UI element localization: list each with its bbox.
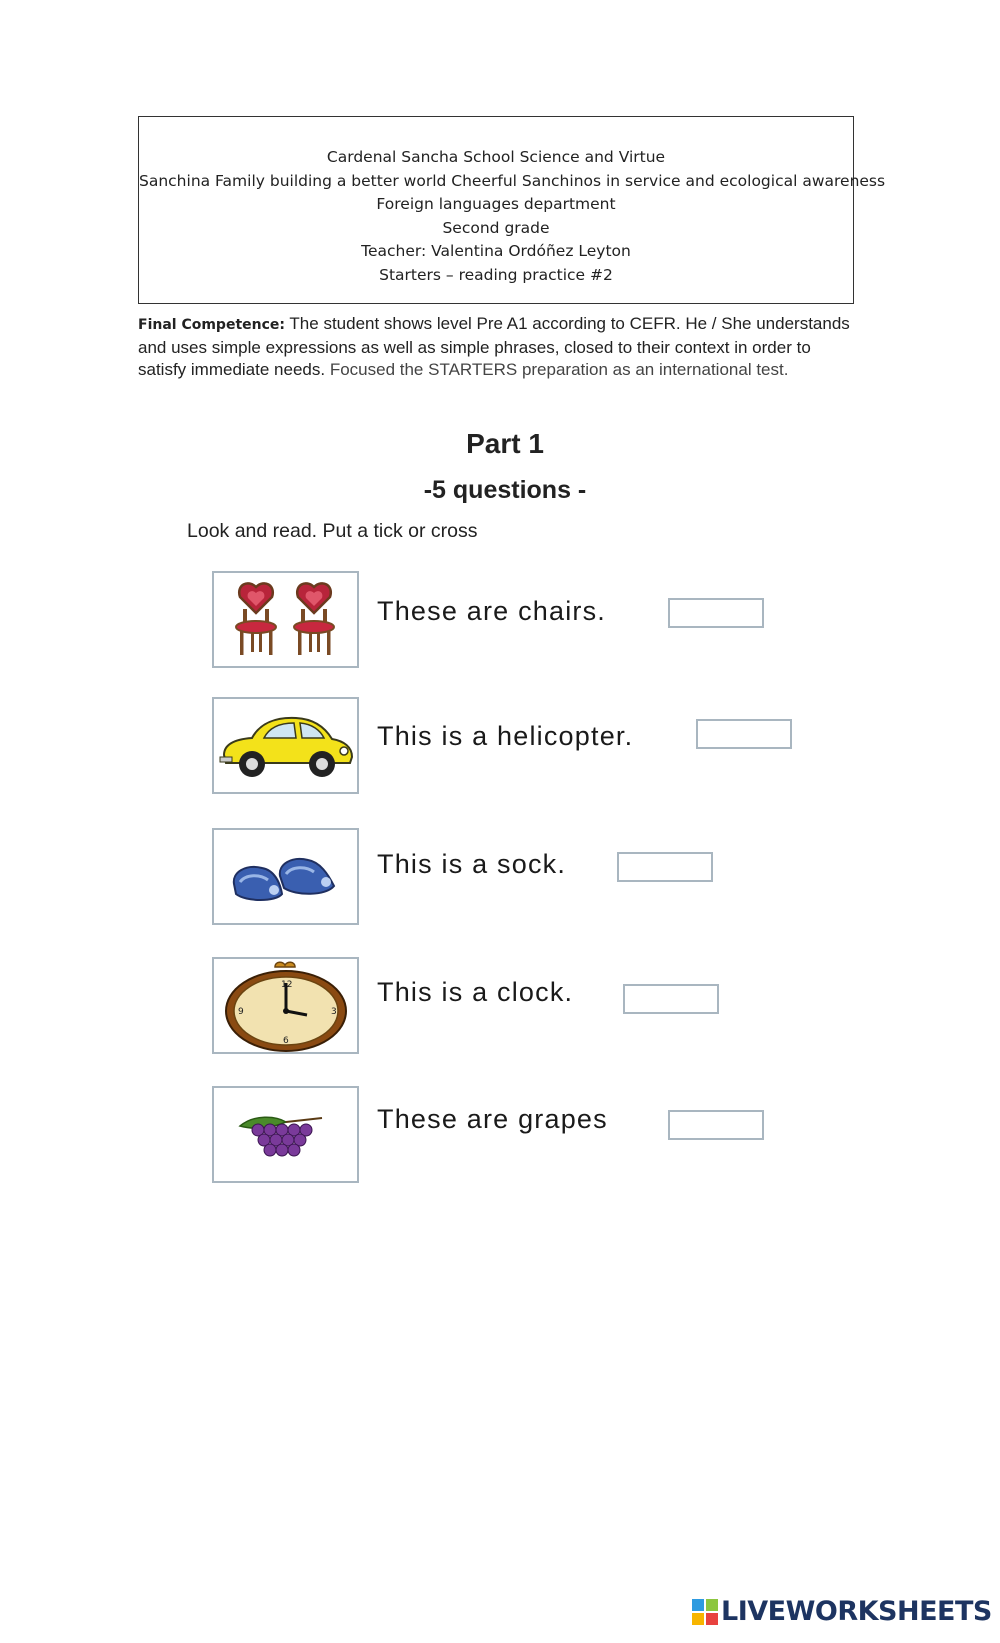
competence-focus: Focused the STARTERS preparation as an international test. [329, 360, 789, 379]
shoes-picture [212, 828, 359, 925]
question-1-answer-box[interactable] [668, 598, 764, 628]
competence-text: The student shows level Pre A1 according to CEFR. He / She understands and uses simple expressions as well as simple phrases, closed to their context in order to satisfy immediate needs. [138, 314, 850, 379]
car-picture [212, 697, 359, 794]
part-subtitle: -5 questions - [423, 476, 587, 504]
liveworksheets-logo-icon [692, 1599, 718, 1625]
svg-text:3: 3 [330, 1006, 337, 1017]
question-3-answer-box[interactable] [617, 852, 713, 882]
grade: Second grade [442, 218, 550, 237]
svg-text:9: 9 [237, 1006, 244, 1017]
grapes-picture [212, 1086, 359, 1183]
school-name: Cardenal Sancha School Science and Virtue [326, 148, 666, 166]
question-4-answer-box[interactable] [623, 984, 719, 1014]
part-title: Part 1 [466, 428, 544, 459]
question-2-answer-box[interactable] [696, 719, 792, 749]
chairs-picture [212, 571, 359, 668]
question-1-text: These are chairs. [377, 596, 606, 626]
clock-picture [212, 957, 359, 1054]
worksheet-title: Starters – reading practice #2 [379, 265, 613, 284]
question-5-answer-box[interactable] [668, 1110, 764, 1140]
question-2-text: This is a helicopter. [377, 721, 634, 751]
svg-text:12: 12 [280, 979, 292, 990]
school-motto: Sanchina Family building a better world Cheerful Sanchinos in service and ecological awareness [139, 171, 886, 190]
competence-label: Final Competence: [138, 317, 285, 333]
final-competence [138, 313, 858, 382]
chairs-icon [226, 579, 346, 661]
instruction: Look and read. Put a tick or cross [187, 520, 478, 542]
liveworksheets-logo [692, 1596, 992, 1627]
liveworksheets-logo-text: LIVEWORKSHEETS [721, 1596, 992, 1627]
department: Foreign languages department [376, 195, 616, 213]
clock-icon [221, 959, 351, 1053]
question-3-text: This is a sock. [377, 849, 567, 879]
question-4-text: This is a clock. [377, 977, 574, 1007]
question-5-text: These are grapes [377, 1104, 608, 1134]
car-icon [216, 711, 356, 781]
grapes-icon [236, 1110, 336, 1160]
shoes-icon [226, 842, 346, 912]
teacher: Teacher: Valentina Ordóñez Leyton [361, 242, 631, 260]
school-header [138, 116, 886, 304]
svg-text:6: 6 [282, 1035, 289, 1046]
